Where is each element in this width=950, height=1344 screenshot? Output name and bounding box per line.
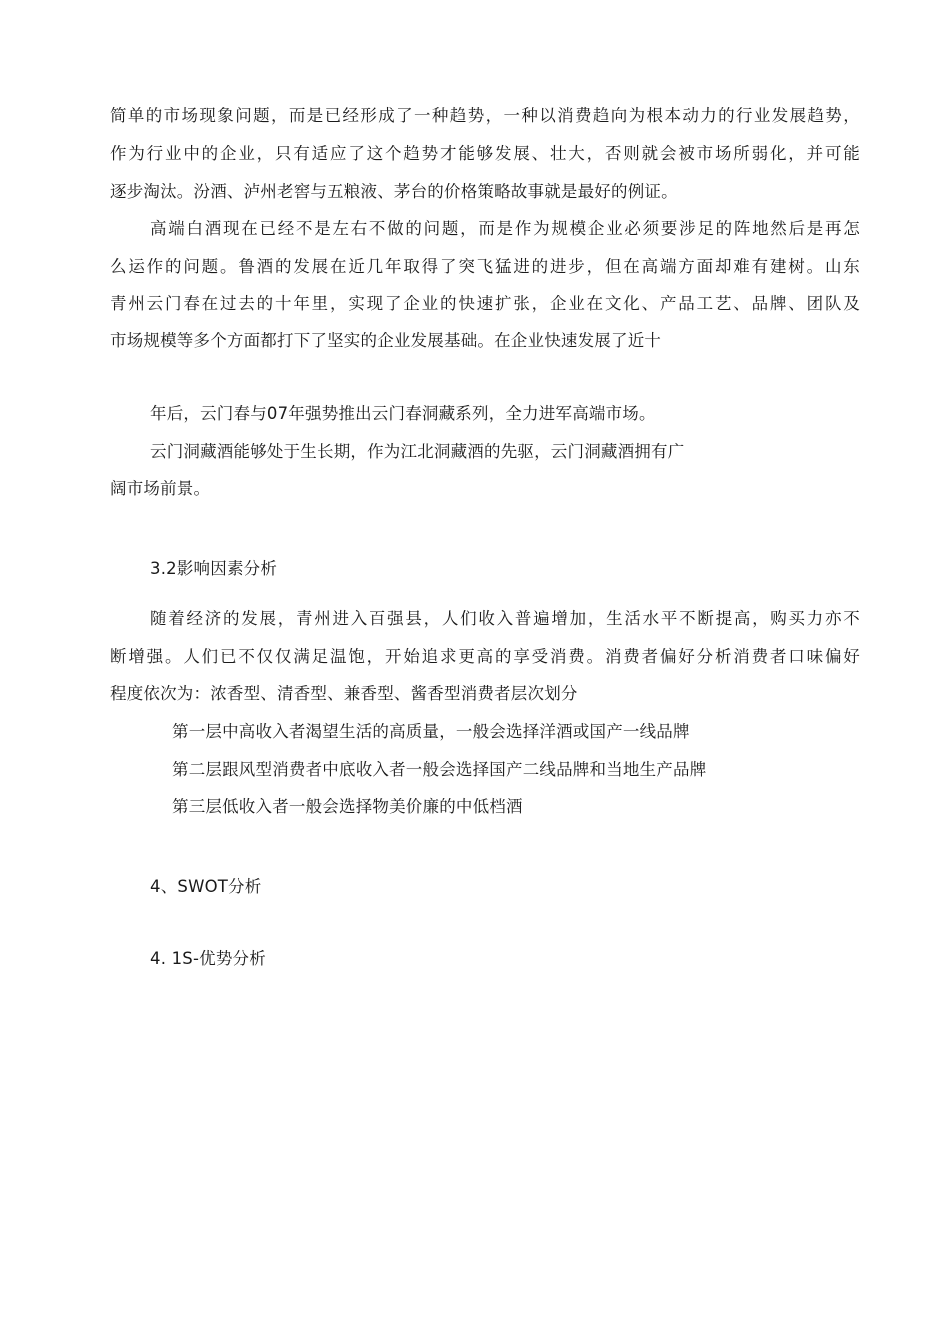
paragraph-line: 云门洞藏酒能够处于生长期，作为江北洞藏酒的先驱，云门洞藏酒拥有广 [150,442,685,461]
paragraph-line: 青州云门春在过去的十年里，实现了企业的快速扩张，企业在文化、产品工艺、品牌、团队及 [110,294,860,313]
section-heading-4: 4、SWOT分析 [150,877,262,896]
paragraph-line: 逐步淘汰。汾酒、泸州老窖与五粮液、茅台的价格策略故事就是最好的例证。 [110,182,678,201]
paragraph-line: 高端白酒现在已经不是左右不做的问题，而是作为规模企业必须要涉足的阵地然后是再怎 [150,219,860,238]
section-heading-4-1: 4. 1S-优势分析 [150,949,266,968]
paragraph-line: 年后，云门春与07年强势推出云门春洞藏系列，全力进军高端市场。 [150,404,656,423]
paragraph-line: 阔市场前景。 [110,479,211,498]
paragraph-line: 作为行业中的企业，只有适应了这个趋势才能够发展、壮大，否则就会被市场所弱化，并可能 [110,144,860,163]
consumer-tier-item: 第三层低收入者一般会选择物美价廉的中低档酒 [172,797,523,816]
paragraph-line: 么运作的问题。鲁酒的发展在近几年取得了突飞猛进的进步，但在高端方面却难有建树。山东 [110,257,860,276]
paragraph-line: 简单的市场现象问题，而是已经形成了一种趋势，一种以消费趋向为根本动力的行业发展趋势， [110,106,860,125]
paragraph-line: 程度依次为：浓香型、清香型、兼香型、酱香型消费者层次划分 [110,684,578,703]
paragraph-line: 市场规模等多个方面都打下了坚实的企业发展基础。在企业快速发展了近十 [110,331,662,350]
paragraph-line: 随着经济的发展，青州进入百强县，人们收入普遍增加，生活水平不断提高，购买力亦不 [150,609,860,628]
consumer-tier-item: 第二层跟风型消费者中底收入者一般会选择国产二线品牌和当地生产品牌 [172,760,707,779]
consumer-tier-item: 第一层中高收入者渴望生活的高质量，一般会选择洋酒或国产一线品牌 [172,722,690,741]
section-heading-3-2: 3.2影响因素分析 [150,559,278,578]
paragraph-line: 断增强。人们已不仅仅满足温饱，开始追求更高的享受消费。消费者偏好分析消费者口味偏好 [110,647,860,666]
